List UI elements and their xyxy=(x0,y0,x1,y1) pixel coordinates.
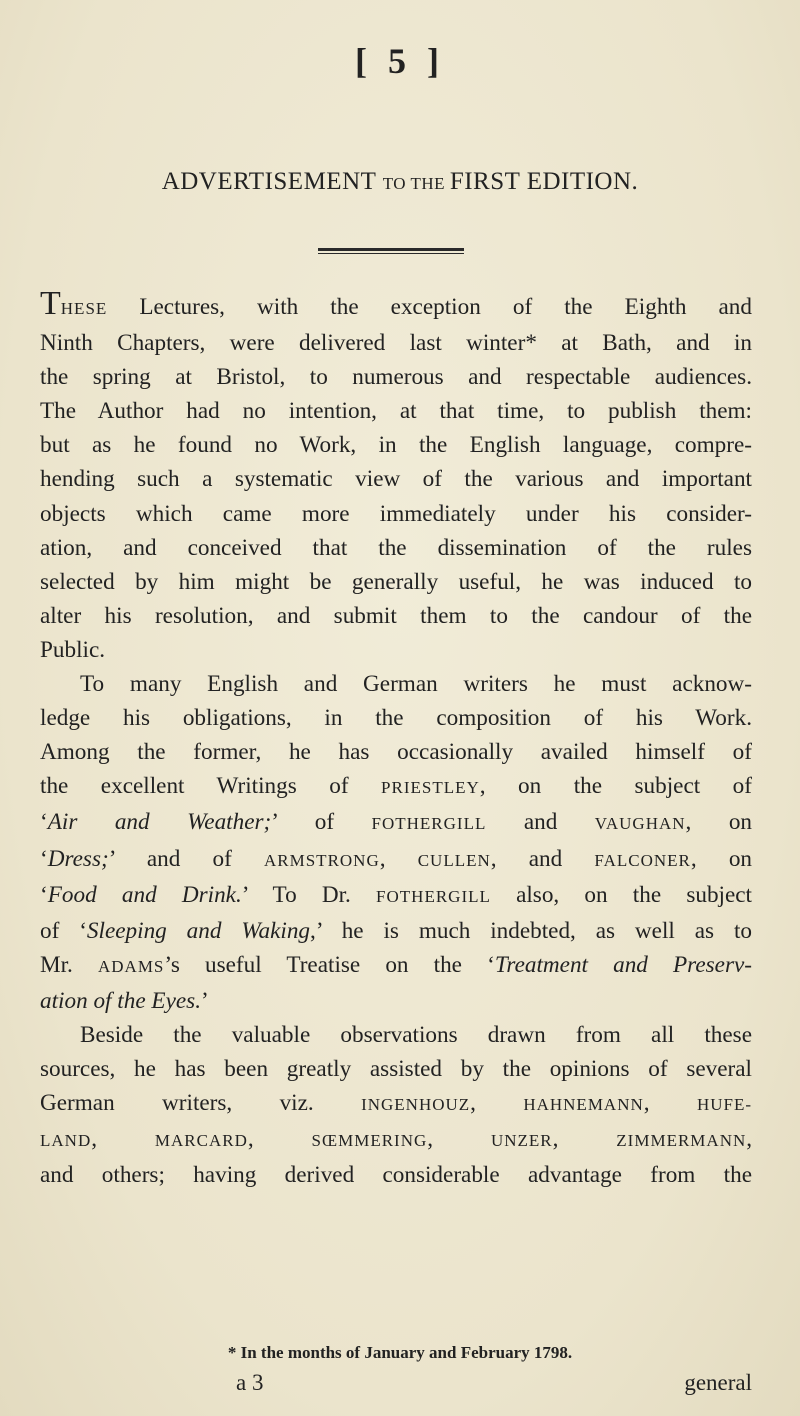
text-line: Among the former, he has occasionally availed himself of xyxy=(40,739,752,766)
author-name: INGENHOUZ xyxy=(361,1095,471,1115)
text-line: and others; having derived considerable advantage from the xyxy=(40,1162,752,1189)
author-name: FALCONER xyxy=(594,850,691,870)
text-line: Beside the valuable observations drawn from all these xyxy=(80,1021,752,1048)
author-name: PRIESTLEY xyxy=(381,778,480,798)
work-title: Dress; xyxy=(47,845,109,872)
text-line: LAND, MARCARD, SŒMMERING, UNZER, ZIMMERMANN, xyxy=(40,1126,753,1153)
work-title: Sleeping and Waking xyxy=(86,917,311,944)
text-line: the spring at Bristol, to numerous and respectable audiences. xyxy=(40,364,752,391)
author-name: ADAMS xyxy=(97,956,165,976)
text-line: of ‘Sleeping and Waking,’ he is much indebted, as well as to xyxy=(40,917,752,944)
author-name: ARMSTRONG xyxy=(264,850,380,870)
text-line: selected by him might be generally useful, he was induced to xyxy=(40,568,752,595)
catchword: general xyxy=(684,1370,752,1395)
work-title: Treatment and Preserv- xyxy=(494,951,752,978)
page-number: [ 5 ] xyxy=(355,41,445,81)
heading-rule xyxy=(318,248,464,254)
text-line: alter his resolution, and submit them to the candour of the xyxy=(40,602,752,629)
author-name: CULLEN xyxy=(417,850,491,870)
author-name: HUFE- xyxy=(696,1095,752,1115)
text-line: objects which came more immediately under his consider- xyxy=(40,500,752,527)
page-footer xyxy=(96,1370,752,1396)
text-line: the excellent Writings of PRIESTLEY, on the subject of xyxy=(40,773,753,800)
text-line: ledge his obligations, in the composition of his Work. xyxy=(40,705,752,732)
author-name: UNZER xyxy=(490,1131,553,1151)
body-text xyxy=(40,285,753,1192)
author-name: FOTHERGILL xyxy=(376,886,491,906)
text-line: but as he found no Work, in the English language, compre- xyxy=(40,432,752,459)
heading-first-edition: FIRST EDITION. xyxy=(449,168,639,195)
text-line: ation of the Eyes.’ xyxy=(40,987,209,1014)
work-title: Food and Drink. xyxy=(47,881,242,908)
text-line: The Author had no intention, at that time, to publish them: xyxy=(40,398,752,425)
text-line: ‘Dress;’ and of ARMSTRONG, CULLEN, and FALCONER, on xyxy=(40,845,753,872)
work-title: Air and Weather; xyxy=(47,809,272,836)
text-line: ‘Food and Drink.’ To Dr. FOTHERGILL also, on the subject xyxy=(40,881,753,908)
footnote: * In the months of January and February 1798. xyxy=(227,1343,573,1362)
author-name: VAUGHAN xyxy=(594,814,686,834)
text-line: sources, he has been greatly assisted by the opinions of several xyxy=(40,1056,752,1083)
author-name: HAHNEMANN xyxy=(523,1095,644,1115)
text-line: German writers, viz. INGENHOUZ, HAHNEMANN, HUFE- xyxy=(40,1090,752,1117)
text-line: To many English and German writers he must acknow- xyxy=(80,671,752,698)
drop-cap: T xyxy=(40,285,61,322)
work-title: ation of the Eyes. xyxy=(40,987,201,1014)
heading-advertisement: ADVERTISEMENT xyxy=(161,168,383,195)
heading-to-the: TO THE xyxy=(382,174,450,193)
author-name: LAND xyxy=(40,1131,92,1151)
signature-mark: a 3 xyxy=(236,1370,264,1395)
text-line: ation, and conceived that the dissemination of the rules xyxy=(40,534,752,561)
text-line: Public. xyxy=(40,636,106,663)
author-name: SŒMMERING xyxy=(311,1131,428,1151)
text-line: Mr. ADAMS’s useful Treatise on the ‘Treatment and Preserv- xyxy=(40,951,752,978)
author-name: MARCARD xyxy=(154,1131,248,1151)
text-line: Ninth Chapters, were delivered last winter* at Bath, and in xyxy=(40,330,752,357)
text-line: hending such a systematic view of the various and important xyxy=(40,466,752,493)
section-heading xyxy=(0,168,800,196)
text-line: THESE Lectures, with the exception of the Eighth and xyxy=(40,285,752,322)
text-line: ‘Air and Weather;’ of FOTHERGILL and VAUGHAN, on xyxy=(40,809,753,836)
author-name: ZIMMERMANN xyxy=(616,1131,747,1151)
author-name: FOTHERGILL xyxy=(371,814,487,834)
